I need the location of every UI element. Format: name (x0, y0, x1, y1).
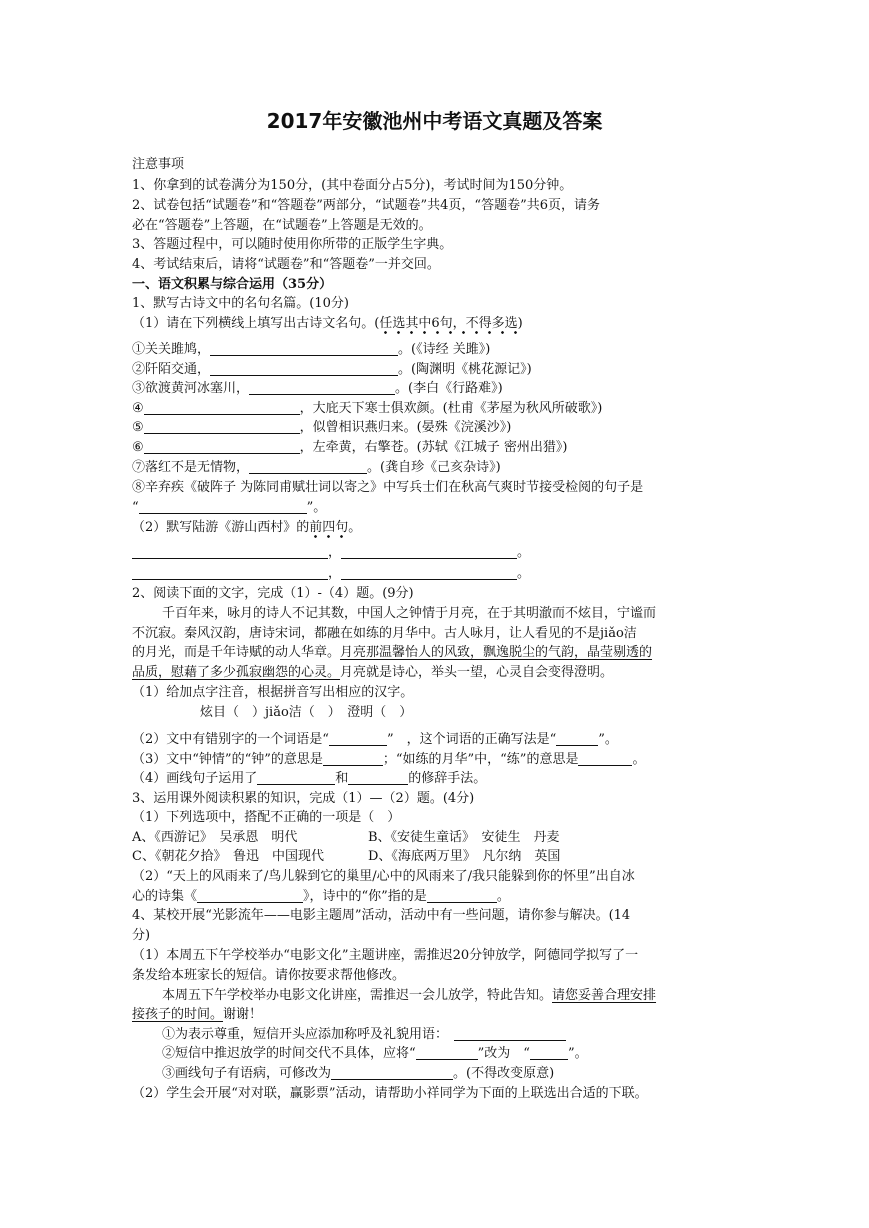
option-b: B、《安徒生童话》 安徒生 丹麦 (368, 830, 560, 845)
passage-line: 千百年来，咏月的诗人不记其数，中国人之钟情于月亮，在于其明澈而不炫目，宁谧而 (162, 606, 657, 621)
notice-item: 1、你拿到的试卷满分为150分，(其中卷面分占5分)，考试时间为150分钟。 (132, 178, 573, 193)
sms-text: 本周五下午学校举办电影文化讲座，需推迟一会儿放学，特此告知。请您妥善合理安排 (162, 988, 657, 1003)
fill-line: ， 。 (132, 543, 530, 563)
fill-line: ①关关雎鸠， 。(《诗经 关雎》) (132, 342, 491, 357)
notice-heading: 注意事项 (132, 157, 185, 172)
question-2-title: 2、阅读下面的文字，完成（1）-（4）题。(9分) (132, 586, 414, 601)
fill-line: ④ ，大庇天下寒士俱欢颜。(杜甫《茅屋为秋风所破歌》) (132, 401, 603, 416)
answer-blank[interactable] (454, 1026, 566, 1041)
question-2-sub-2: （2）文中有错别字的一个词语是“ ” ，这个词语的正确写法是“ ”。 (132, 732, 618, 747)
notice-item: 必在“答题卷”上答题，在“试题卷”上答题是无效的。 (132, 218, 432, 233)
answer-blank[interactable] (210, 341, 398, 356)
fill-line: ⑦落红不是无情物， 。(龚自珍《己亥杂诗》) (132, 460, 501, 475)
page-title: 2017年安徽池州中考语文真题及答案 (266, 109, 603, 133)
question-2-sub-3: （3）文中“钟情”的“钟”的意思是 ；“如练的月华”中，“练”的意思是 。 (132, 752, 646, 767)
sms-text-cont: 接孩子的时间。谢谢！ (132, 1007, 263, 1022)
underlined-sentence: 接孩子的时间。 (132, 1007, 224, 1022)
answer-blank[interactable] (257, 770, 335, 785)
notice-item: 3、答题过程中，可以随时使用你所带的正版学生字典。 (132, 237, 453, 252)
answer-blank[interactable] (530, 1045, 568, 1060)
answer-blank[interactable] (341, 565, 517, 580)
fill-line: ⑤ ，似曾相识燕归来。(晏殊《浣溪沙》) (132, 420, 512, 435)
emphasis-dots: 前四句 (309, 520, 348, 539)
task-item: ①为表示尊重，短信开头应添加称呼及礼貌用语： (162, 1025, 566, 1045)
answer-blank[interactable] (331, 1065, 453, 1080)
fill-line: “ ”。 (132, 500, 327, 515)
question-4-sub-1-cont: 条发给本班家长的短信。请你按要求帮他修改。 (132, 968, 406, 983)
question-3-sub-1: （1）下列选项中，搭配不正确的一项是（ ） (132, 810, 401, 825)
task-item: ③画线句子有语病，可修改为 。(不得改变原意) (162, 1066, 555, 1081)
answer-blank[interactable] (144, 439, 300, 454)
question-1-title: 1、默写古诗文中的名句名篇。(10分) (132, 296, 349, 311)
answer-blank[interactable] (132, 544, 328, 559)
question-4-title: 4、某校开展“光影流年——电影主题周”活动，活动中有一些问题，请你参与解决。(14 (132, 908, 631, 923)
question-3-sub-2-cont: 心的诗集《 》，诗中的“你”指的是 。 (132, 889, 510, 904)
question-3-sub-2: （2）“天上的风雨来了/鸟儿躲到它的巢里/心中的风雨来了/我只能躲到你的怀里”出自冰 (132, 869, 635, 884)
answer-blank[interactable] (144, 419, 300, 434)
answer-blank[interactable] (329, 731, 387, 746)
answer-blank[interactable] (249, 380, 395, 395)
passage-line: 不沉寂。秦风汉韵，唐诗宋词，都融在如练的月华中。古人咏月，让人看见的不是jiǎo洁 (132, 626, 637, 641)
question-2-sub-4: （4）画线句子运用了 和 的修辞手法。 (132, 771, 487, 786)
option-d: D、《海底两万里》 凡尔纳 英国 (368, 849, 561, 864)
question-4-sub-2: （2）学生会开展“对对联，赢影票”活动，请帮助小祥同学为下面的上联选出合适的下联。 (132, 1086, 648, 1101)
answer-blank[interactable] (323, 751, 383, 766)
question-1-part-1: （1）请在下列横线上填写出古诗文名句。(任选其中6句，不得多选) (132, 314, 523, 334)
answer-blank[interactable] (144, 400, 300, 415)
question-4-title-cont: 分) (132, 928, 151, 943)
answer-blank[interactable] (210, 361, 398, 376)
notice-item: 4、考试结束后，请将“试题卷”和“答题卷”一并交回。 (132, 257, 440, 272)
section-heading: 一、语文积累与综合运用（35分） (132, 277, 333, 292)
question-1-part-2: （2）默写陆游《游山西村》的前四句。 (132, 518, 361, 538)
emphasis-dots: 任选其中6句，不得多选 (379, 316, 517, 335)
fill-line: ②阡陌交通， 。(陶渊明《桃花源记》) (132, 362, 532, 377)
answer-blank[interactable] (197, 888, 303, 903)
answer-blank[interactable] (427, 888, 497, 903)
task-item: ②短信中推迟放学的时间交代不具体，应将“ ”改为 “ ”。 (162, 1046, 588, 1061)
question-4-sub-1: （1）本周五下午学校举办“电影文化”主题讲座，需推迟20分钟放学，阿德同学拟写了一 (132, 948, 639, 963)
fill-line: ③欲渡黄河冰塞川， 。(李白《行路难》) (132, 381, 503, 396)
option-a: A、《西游记》 吴承恩 明代 (132, 830, 298, 845)
fill-line: ⑥ ，左牵黄，右擎苍。(苏轼《江城子 密州出猎》) (132, 440, 568, 455)
notice-item: 2、试卷包括“试题卷”和“答题卷”两部分，“试题卷”共4页，“答题卷”共6页，请务 (132, 198, 600, 213)
underlined-sentence: 请您妥善合理安排 (552, 988, 657, 1003)
answer-blank[interactable] (556, 731, 598, 746)
answer-blank[interactable] (249, 459, 367, 474)
passage-line: 品质，慰藉了多少孤寂幽怨的心灵。月亮就是诗心，举头一望，心灵自会变得澄明。 (132, 665, 614, 680)
pinyin-items: 炫目（ ）jiǎo洁（ ） 澄明（ ） (200, 705, 413, 720)
underlined-sentence: 品质，慰藉了多少孤寂幽怨的心灵。 (132, 665, 341, 680)
question-3-title: 3、运用课外阅读积累的知识，完成（1）—（2）题。(4分) (132, 791, 475, 806)
fill-line: ⑧辛弃疾《破阵子 为陈同甫赋壮词以寄之》中写兵士们在秋高气爽时节接受检阅的句子是 (132, 480, 644, 495)
fill-line: ， 。 (132, 564, 530, 584)
answer-blank[interactable] (139, 499, 307, 514)
answer-blank[interactable] (341, 544, 517, 559)
passage-line: 的月光，而是千年诗赋的动人华章。月亮那温馨怡人的风致，飘逸脱尘的气韵，晶莹剔透的 (132, 645, 653, 660)
answer-blank[interactable] (132, 565, 328, 580)
answer-blank[interactable] (348, 770, 408, 785)
answer-blank[interactable] (416, 1045, 478, 1060)
question-2-sub-1: （1）给加点字注音，根据拼音写出相应的汉字。 (132, 685, 414, 700)
answer-blank[interactable] (578, 751, 632, 766)
underlined-sentence: 月亮那温馨怡人的风致，飘逸脱尘的气韵，晶莹剔透的 (340, 645, 653, 660)
option-c: C、《朝花夕拾》 鲁迅 中国现代 (132, 849, 324, 864)
